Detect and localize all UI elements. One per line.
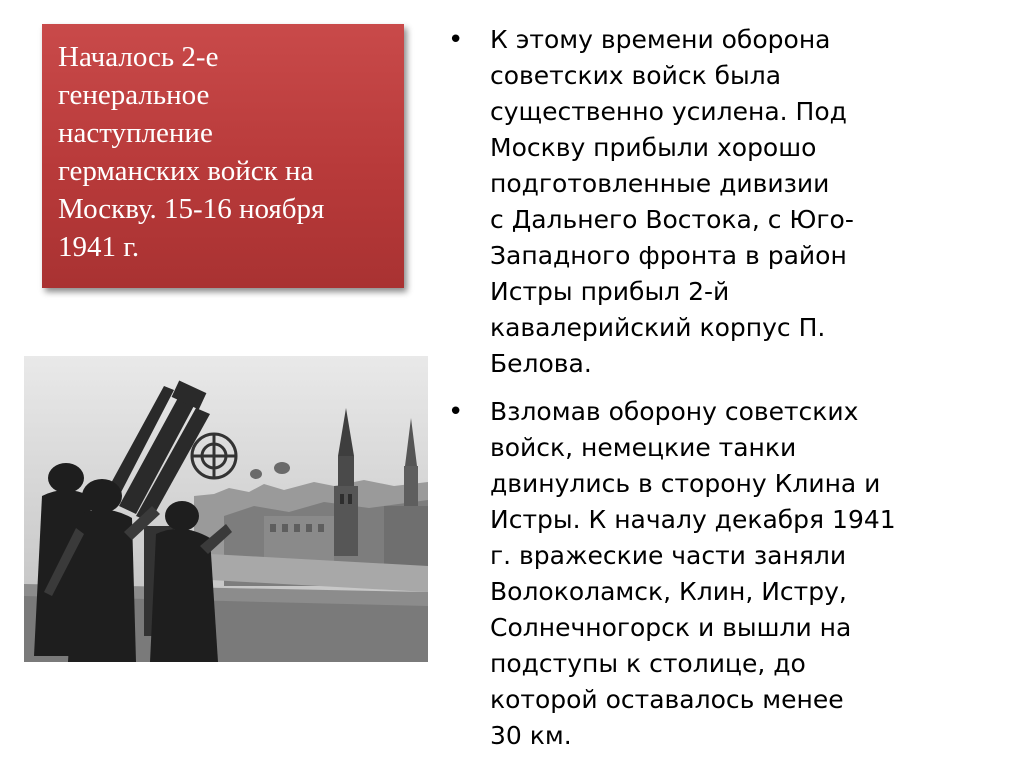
bullet-dot-icon: •: [448, 397, 464, 427]
bullet-item: [444, 394, 1004, 754]
bullet-text: Взломав оборону советских войск, немецкие танки двинулись в сторону Клина и Истры. К началу декабря 1941 г. вражеские части заняли Волоколамск, Клин, Истру, Солнечногорск и вышли на подступы к столице, до которой оставалось менее 30 км.: [490, 397, 896, 750]
bullet-dot-icon: •: [448, 25, 464, 55]
bullet-item: [444, 22, 1004, 382]
title-box: [42, 24, 404, 288]
bullet-text: К этому времени оборона советских войск была существенно усилена. Под Москву прибыли хорошо подготовленные дивизии с Дальнего Востока, с Юго- Западного фронта в район Истры прибыл 2-й кавалерийский корпус П. Белова.: [490, 25, 854, 378]
historical-photo: [24, 356, 428, 662]
slide-title: Началось 2-е генеральное наступление германских войск на Москву. 15-16 ноября 1941 г.: [58, 41, 325, 263]
bullet-list: [444, 22, 1004, 766]
